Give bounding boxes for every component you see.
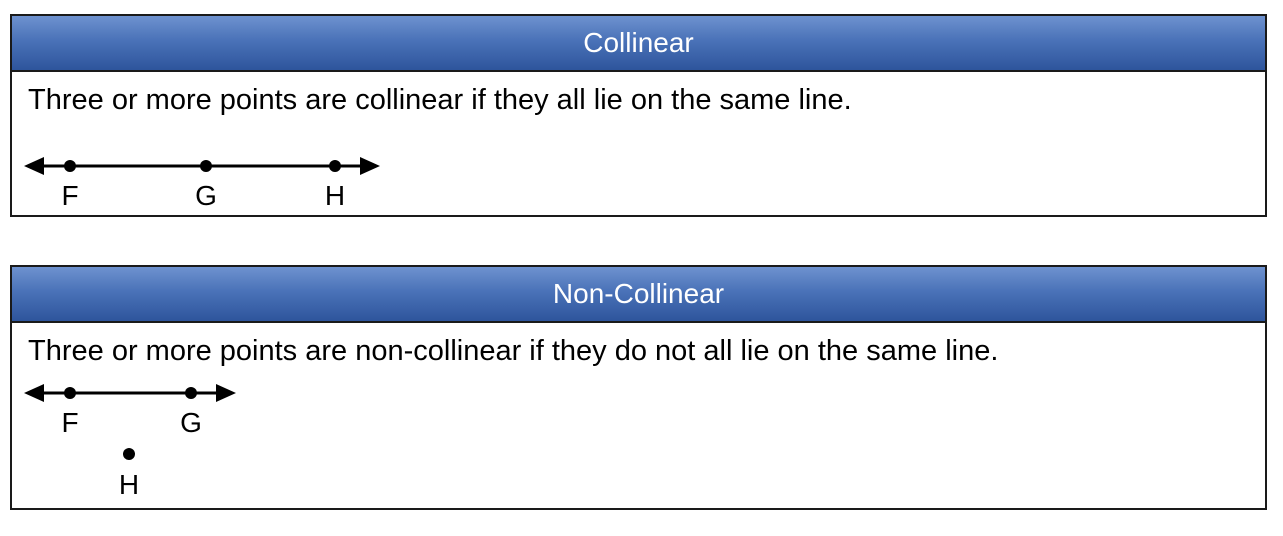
collinear-title: Collinear (12, 16, 1265, 72)
line-arrow-left-icon (24, 384, 44, 402)
collinear-definition: Three or more points are collinear if they all lie on the same line. (28, 84, 852, 116)
point-g (200, 160, 212, 172)
line-arrow-right-icon (360, 157, 380, 175)
line-arrow-right-icon (216, 384, 236, 402)
point-h (123, 448, 135, 460)
point-label-f: F (61, 407, 79, 438)
point-f (64, 387, 76, 399)
non-collinear-title: Non-Collinear (12, 267, 1265, 323)
non-collinear-card (10, 265, 1267, 510)
point-label-h: H (118, 469, 140, 500)
point-f (64, 160, 76, 172)
point-label-g: G (180, 407, 202, 438)
point-label-f: F (61, 180, 79, 211)
collinear-card (10, 14, 1267, 217)
point-label-g: G (195, 180, 217, 211)
point-label-h: H (324, 180, 346, 211)
collinear-diagram (12, 72, 1265, 217)
point-h (329, 160, 341, 172)
non-collinear-diagram (12, 323, 1265, 510)
line-arrow-left-icon (24, 157, 44, 175)
non-collinear-definition: Three or more points are non-collinear if they do not all lie on the same line. (28, 335, 999, 367)
non-collinear-line (24, 384, 236, 402)
point-g (185, 387, 197, 399)
